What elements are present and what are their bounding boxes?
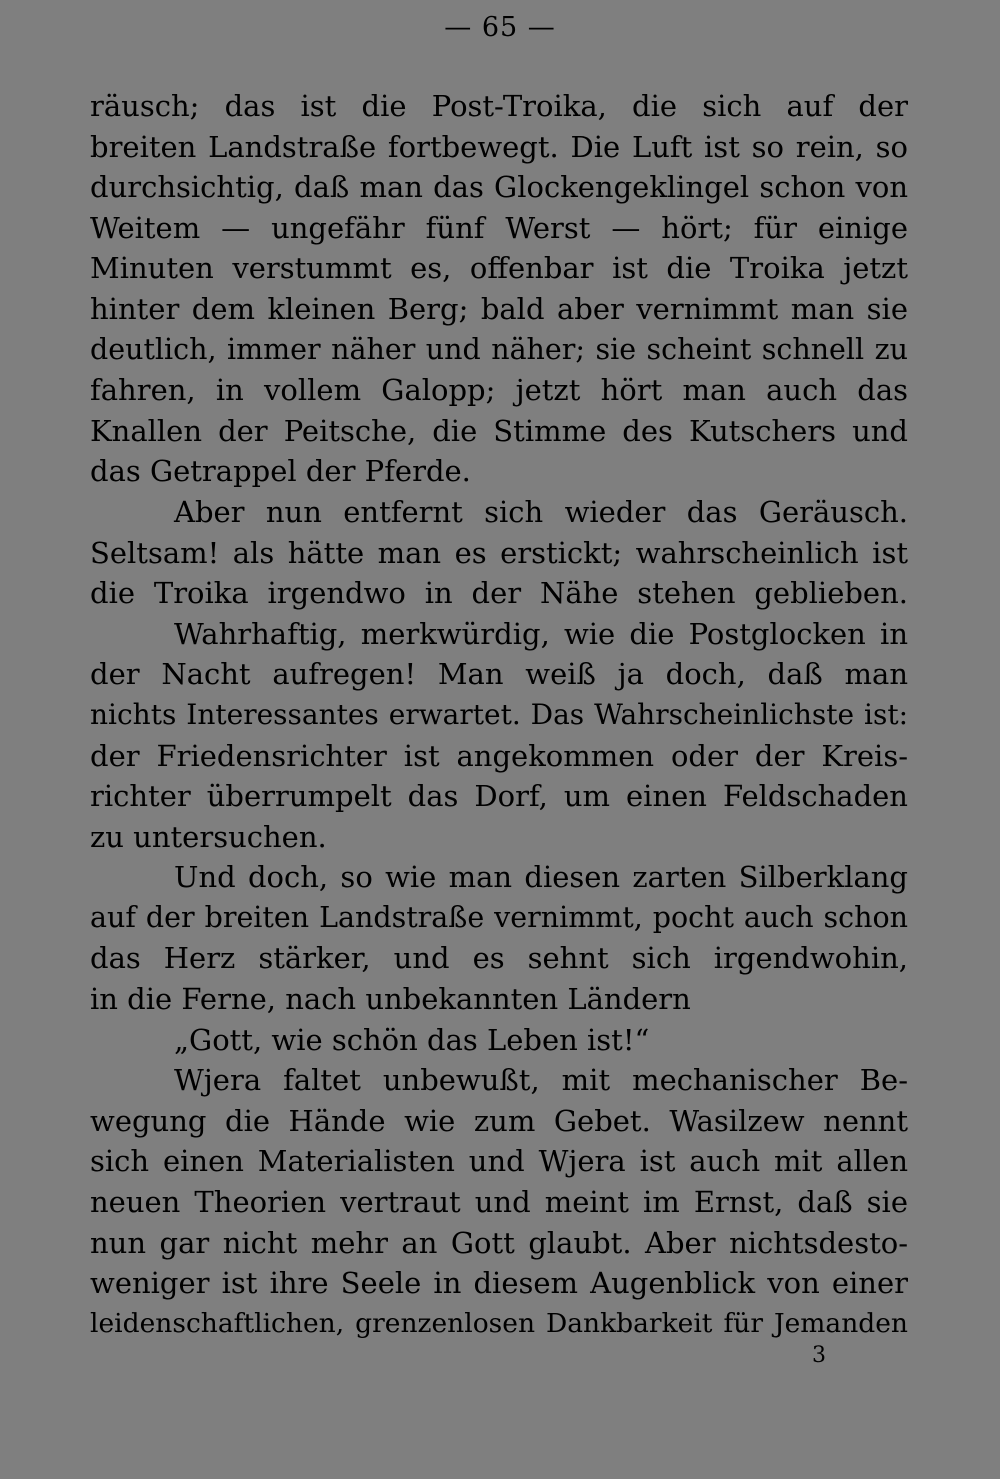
text-line: Seltsam! als hätte man es erstickt; wahrscheinlich ist (90, 535, 908, 570)
text-line: in die Ferne, nach unbekannten Ländern (90, 982, 691, 1017)
text-line: breiten Landstraße fortbewegt. Die Luft ist so rein, so (90, 129, 908, 164)
text-line: nichts Interessantes erwartet. Das Wahrscheinlichste ist: (90, 697, 908, 731)
text-line: Und doch, so wie man diesen zarten Silberklang (174, 860, 908, 895)
text-line: weniger ist ihre Seele in diesem Augenblick von einer (90, 1266, 908, 1301)
text-line: deutlich, immer näher und näher; sie scheint schnell zu (90, 332, 908, 366)
text-line: durchsichtig, daß man das Glockengeklingel schon von (90, 170, 908, 205)
text-line: Weitem — ungefähr fünf Werst — hört; für einige (90, 210, 908, 245)
sheet-signature: 3 (812, 1343, 826, 1368)
text-line: Minuten verstummt es, offenbar ist die Troika jetzt (90, 251, 908, 286)
text-line: das Getrappel der Pferde. (90, 454, 471, 489)
text-line: Wjera faltet unbewußt, mit mechanischer Be- (174, 1063, 908, 1098)
text-line: sich einen Materialisten und Wjera ist auch mit allen (90, 1144, 908, 1179)
text-line: neuen Theorien vertraut und meint im Ernst, daß sie (90, 1185, 908, 1220)
text-line: auf der breiten Landstraße vernimmt, pocht auch schon (90, 900, 908, 934)
text-line: zu untersuchen. (90, 819, 327, 854)
text-line: fahren, in vollem Galopp; jetzt hört man auch das (90, 373, 908, 408)
text-line: hinter dem kleinen Berg; bald aber vernimmt man sie (90, 291, 908, 326)
text-line: räusch; das ist die Post-Troika, die sich auf der (90, 89, 908, 123)
text-line: Aber nun entfernt sich wieder das Geräusch. (174, 494, 908, 529)
text-line: „Gott, wie schön das Leben ist!“ (174, 1022, 650, 1057)
text-line: wegung die Hände wie zum Gebet. Wasilzew nennt (90, 1103, 908, 1138)
text-line: nun gar nicht mehr an Gott glaubt. Aber nichtsdesto- (90, 1225, 908, 1260)
text-line: Knallen der Peitsche, die Stimme des Kutschers und (90, 413, 908, 448)
text-line: der Nacht aufregen! Man weiß ja doch, daß man (90, 657, 908, 692)
text-line: der Friedensrichter ist angekommen oder der Kreis- (90, 738, 908, 773)
text-line: das Herz stärker, und es sehnt sich irgendwohin, (90, 941, 908, 976)
text-line: die Troika irgendwo in der Nähe stehen geblieben. (90, 576, 908, 611)
body-text (90, 86, 908, 1344)
text-line: richter überrumpelt das Dorf, um einen Feldschaden (90, 779, 908, 814)
page-number: — 65 — (444, 12, 556, 43)
text-line: Wahrhaftig, merkwürdig, wie die Postglocken in (174, 616, 908, 651)
text-line: leidenschaftlichen, grenzenlosen Dankbarkeit für Jemanden (90, 1307, 908, 1339)
